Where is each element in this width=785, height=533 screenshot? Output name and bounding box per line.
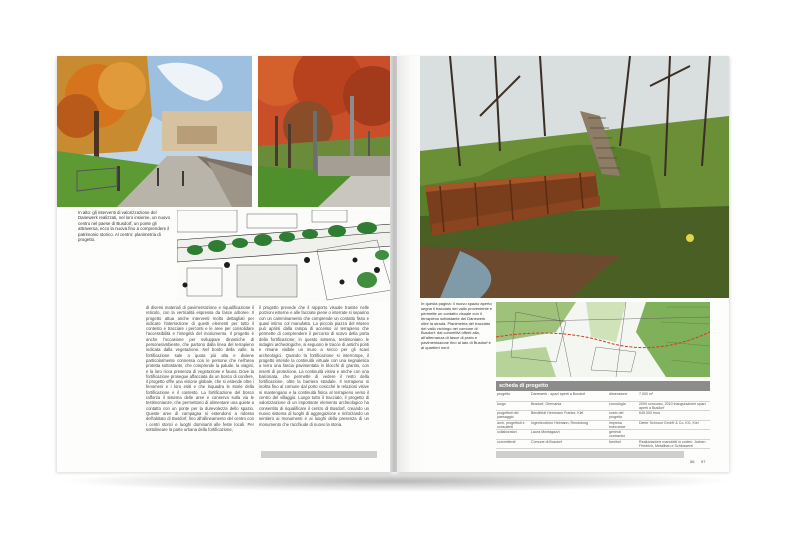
card-row	[496, 411, 710, 421]
card-label: fornitori	[608, 439, 638, 449]
route-plan	[496, 302, 710, 377]
card-value: Dieter Schnoor GmbH & Co. KG, Kiel	[638, 420, 710, 430]
card-label: committenti	[496, 439, 530, 449]
card-label: collaboratori	[496, 430, 530, 440]
card-value: Realizzazione manufatti in corten: Jochen Friedrich, Metallbau e Schlosserei	[638, 439, 710, 449]
card-value	[638, 430, 710, 440]
page-number-left: 56	[690, 459, 695, 464]
card-label: progetto	[496, 392, 530, 401]
left-caption: In alto: gli interventi di valorizzazione del Danewerk realizzati, nel loro insieme, un nuovo centro nel paese di Busdorf, un ponte gli attraversa, ecco la nuova fino a comprendere il patrimonio storico. Al centro: planimetria di progetto.	[78, 210, 171, 243]
card-label: progettisti del paesaggio	[496, 411, 530, 421]
card-value: Ingenieurbüro Heimann, Rendsburg	[530, 420, 608, 430]
card-row	[496, 392, 710, 401]
card-label: cronologia	[608, 401, 638, 411]
card-label: dimensione	[608, 392, 638, 401]
card-value: 645.000 euro	[638, 411, 710, 421]
card-row	[496, 439, 710, 449]
card-value: Laura Montagazzi	[530, 430, 608, 440]
photo-corten-posts	[258, 56, 392, 207]
left-text-column-2: il progetto prevede che il rapporto visuale tramite nelle porzioni esterne e alle facciate piene o interrate si separino con un camminamento che comprende un contatto fisso e quasi intimo col manufatto. La piccola piazza del Museo può aprirsi dalla rampa di accesso al terrapieno che permette di comprendere il percorso di scavo della porta della fortificazione; in questo sistema, testimoniano le indagini archeologiche, si seguono le tracce di antichi ponti e rimane visibile un muro a secco per gli scavi archeologici. Quando la fortificazione si interrompe, il progetto intende la continuità virtuale con una segnaletica a terra una fascia pavimentata in blocchi di granito, con inserti di protezione. La continuità visiva e anche con una balconata, che permette di vedere il resto della fortificazione, oltre la barriera stradale. Il terrapieno si inoltra fino al comune dal porto cosicché le relazioni visive si mantengano e la continuità fisica al terrapieno verso il centro del villaggio. Lungo tutto il tracciato, il progetto di valorizzazione di un importante elemento archeologico ha consentito di riqualificare il centro di Busdorf, creando un nuovo sistema di luoghi di aggregazione e rinforzando un sentiero ai monumenti e ai luoghi della presenza di un monumento che racchiude di nuovo la storia.	[259, 305, 369, 427]
card-label: costo del progetto	[608, 411, 638, 421]
photo-corten-bridge	[420, 56, 729, 298]
project-card-table	[496, 392, 710, 449]
card-value: 7.000 m²	[638, 392, 710, 401]
card-value: Busdorf, Germania	[530, 401, 608, 411]
left-footer-bar	[261, 451, 377, 458]
page-number-right: 57	[701, 459, 706, 464]
card-value: Bendfeldt Herrmann Franke, Kiel	[530, 411, 608, 421]
card-label: luogo	[496, 401, 530, 411]
card-row	[496, 420, 710, 430]
card-value: Comune di Busdorf	[530, 439, 608, 449]
site-plan	[177, 210, 392, 302]
card-row	[496, 430, 710, 440]
card-value: 2009 concorso, 2010 inaugurazione spazi aperti a Busdorf	[638, 401, 710, 411]
photo-autumn-path	[57, 56, 252, 207]
project-card-title: scheda di progetto	[496, 381, 710, 391]
right-footer-bar	[496, 451, 684, 458]
right-caption: In questa pagina: il nuovo spazio aperto segna il tracciato del vallo proveniente e permette un contatto visuale con il terrapieno sottostante del Danewerk oltre la strada. Planimetria del tracciato del vallo vichingo nel comune di Busdorf: dai connettivi offerti alla, all'alternanza di fasce di prato e pavimentazione fino al lato di Busdorf e ai quartieri nord.	[421, 302, 493, 351]
card-row	[496, 401, 710, 411]
card-label: arch. progettisti e consulenti	[496, 420, 530, 430]
book-shadow	[58, 470, 733, 492]
card-label: general contractor	[608, 430, 638, 440]
card-value: Danewerk - spazi aperti a Busdorf	[530, 392, 608, 401]
left-text-column-1: di diversi materiali di pavimentazione e riqualificazione il reticolo, con la verticalità espressa da fasce arboree. Il progetto attua anche interventi molto dettagliati per indicare l'intersezione di questi elementi per tutto il contesto e tracciare i percorsi e le aree per consolidare l'accessibilità e l'integrità del monumento. Il progetto è anche l'occasione per sviluppare dinamiche di persone/ambiente, che partono dalla linea del terrapieno indicata dalla vegetazione. Nel bordo della valle, la fortificazione sale a quota più alta e diviene particolarmente connessa con le persone che nell'area protetta sottostante, che comprende la palude, la viagini, e la loro ricca presenza di vegetazione e fauna. Dove la fortificazione prosegue affacciata da un bosco di conifere, il progetto offre una visione globale, che si estende oltre i fenomeni e i loro esiti e che inquadra le storie della fortificazione e il contesto. La fortificazione del bosco rafforza il sistema delle aree e conserva sulla via le testimonianze, che permettono di alimentare una quiete a contatto con un ponte per la durevolezza dello spazio. Queste aree di campagna si estendono a ridosso dell'abitato di Busdorf, fino all'allineamento del centro con i centri storici e luoghi dominanti alle feste locali. Per sottolineare la parte urbana della fortificazione,	[146, 305, 254, 432]
card-label: impresa esecutrice	[608, 420, 638, 430]
